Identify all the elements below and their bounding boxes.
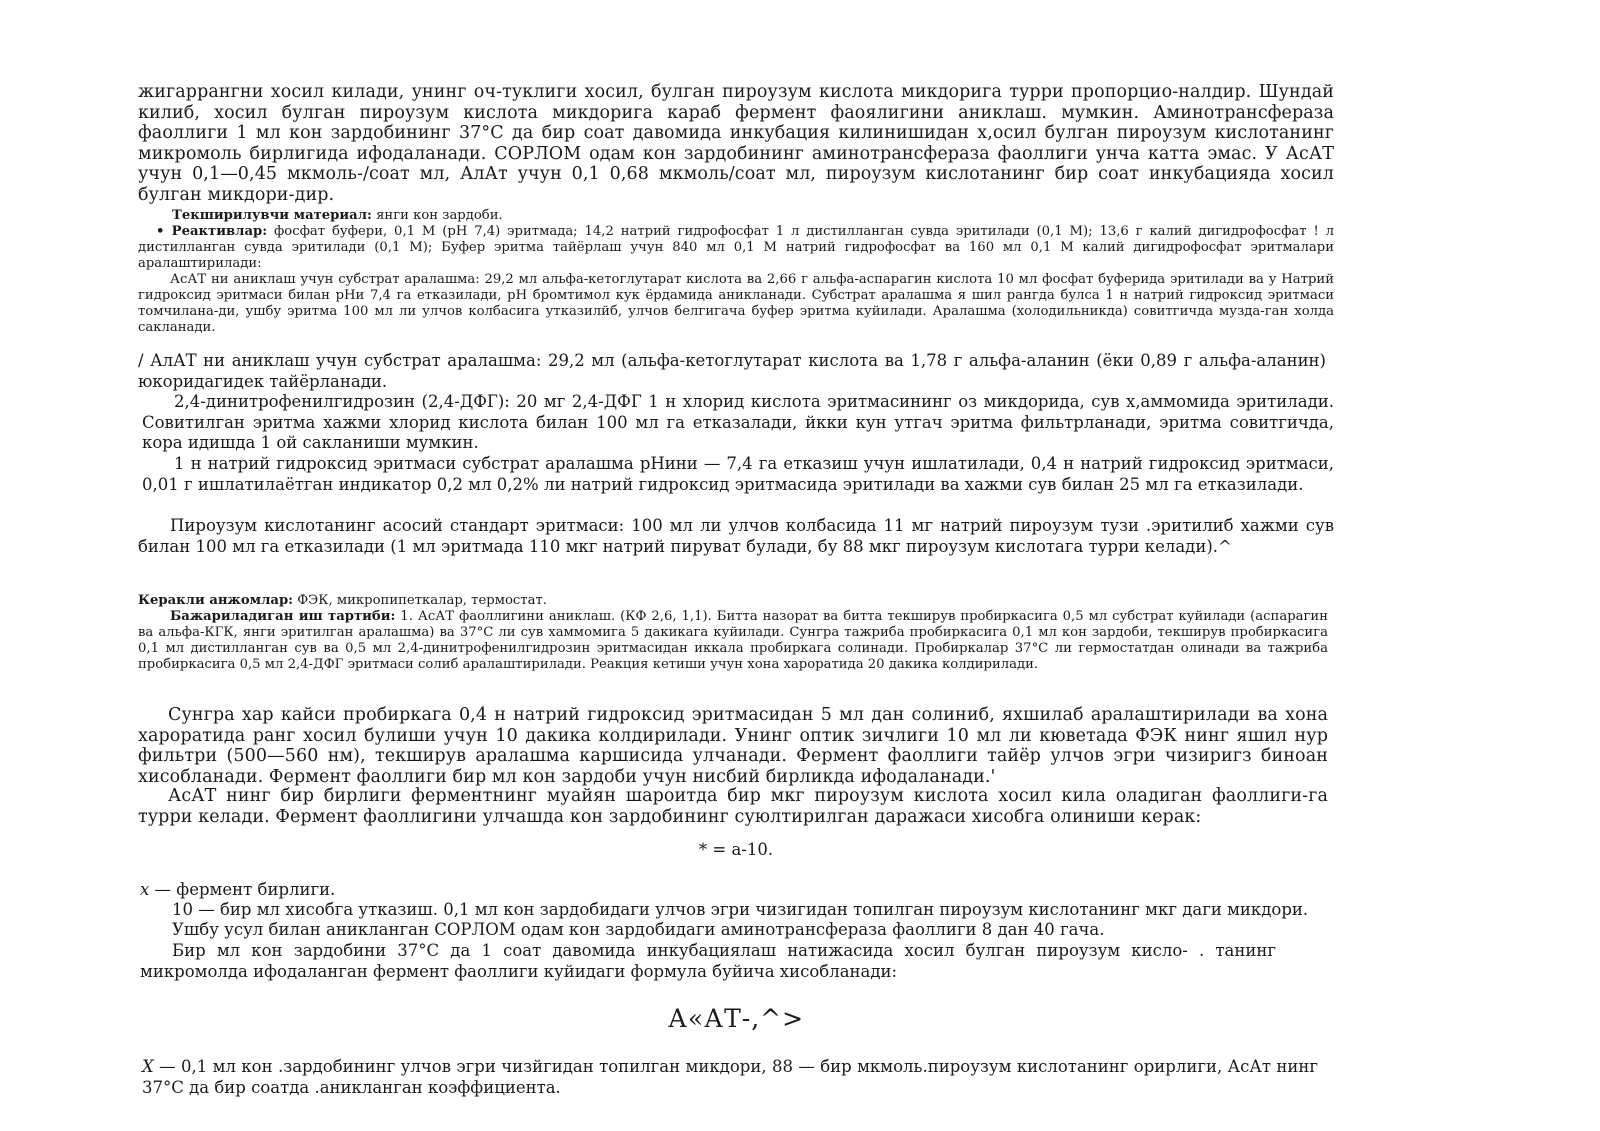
reagents-text: фосфат буфери, 0,1 М (рН 7,4) эритмада; 14,2 натрий гидрофосфат 1 л дистилланган сувда эритилади (0,1 М); 13,6 г калий дигидрофосфат ! л дистилланган сувда эритилади (0,1 М); Буфер эритма тайёрлаш учун 840 мл 0,1 М натрий гидрофосфат ва 160 мл 0,1 М калий дигидрофосфат эритмалари аралаштирилади: (138, 224, 1334, 271)
material-label: Текширилувчи материал: (172, 208, 372, 223)
X-definition-paragraph (142, 1057, 1318, 1098)
unit-definition-paragraph: АсАТ нинг бир бирлиги ферментнинг муайян шароитда бир мкг пироузум кислота хосил кила оладиган фаоллиги-га турри келади. Фермент фаоллигини улчашда кон зардобининг суюлтирилган даражаси хисобга олиниши керак: (138, 786, 1328, 827)
dnph-paragraph: 2,4-динитрофенилгидрозин (2,4-ДФГ): 20 мг 2,4-ДФГ 1 н хлорид кислота эритмасининг оз микдорида, сув х,аммомида эритилади. Совитилган эритма хажми хлорид кислота билан 100 мл га етказалади, йкки кун утгач эритма фильтрланади, эритма совитгичда, кора идишда 1 ой сакланиши мумкин. (142, 392, 1334, 452)
intro-paragraph: жигаррангни хосил килади, унинг оч-туклиги хосил, булган пироузум кислота микдорига турри пропорцио-налдир. Шундай килиб, хосил булган пироузум кислота микдорига караб фермент фаоялигини аниклаш. мумкин. Аминотрансфераза фаоллиги 1 мл кон зардобининг 37°С да бир соат давомида инкубация килинишидан х,осил булган пироузум кислотанинг микромоль бирлигида ифодаланади. COPЛOM одам кон зардобининг аминотрансфераза фаоллиги унча катта эмас. У АсАТ учун 0,1—0,45 мкмоль-/соат мл, АлАт учун 0,1 0,68 мкмоль/соат мл, пироузум кислотанинг бир соат инкубацияда хосил булган микдори-дир. (138, 82, 1334, 205)
procedure-label: Бажариладиган иш тартиби: (170, 609, 396, 624)
procedure-text: 1. АсАТ фаоллигини аниклаш. (КФ 2,6, 1,1). Битта назорат ва битта текширув пробиркасига 0,5 мл субстрат куйилади (аспарагин ва альфа-КГК, янги эритилган аралашма) ва 37°С ли сув хаммомига 5 дакикага куйилади. Сунгра тажриба пробиркасига 0,1 мл кон зардоби, текширув пробиркасига 0,1 мл дистилланган сув ва 0,5 мл 2,4-динитрофенилгидрозин эритмасидан иккала пробиркага солинади. Пробиркалар 37°С ли гермостатдан олинади ва тажриба пробиркасига 0,5 мл 2,4-ДФГ эритмаси солиб аралаштирилади. Реакция кетиши учун хона хароратида 20 дакика колдирилади. (138, 609, 1328, 672)
x-variable: x (140, 880, 150, 899)
asat-substrate-paragraph: АсАТ ни аниклаш учун субстрат аралашма: 29,2 мл альфа-кетоглутарат кислота ва 2,66 г альфа-аспарагин кислота 10 мл фосфат буферида эритилади ва у Натрий гидроксид эритмаси билан рНи 7,4 га етказилади, рН бромтимол кук ёрдамида аникланади. Субстрат аралашма я шил рангда булса 1 н натрий гидроксид эритмаси томчилана-ди, ушбу эритма 100 мл ли улчов колбасига утказилйб, улчов белгигача буфер эритма куйилади. Аралашма (холодильникда) совитгичда музда-ган холда сакланади. (138, 272, 1334, 335)
X-variable: X (142, 1057, 154, 1076)
material-text: янги кон зардоби. (371, 208, 503, 223)
procedure-paragraph (138, 609, 1328, 673)
formula-asat: А«АТ-,^> (667, 1004, 805, 1033)
X-definition-text: — 0,1 мл кон .зардобининг улчов эгри чизйгидан топилган микдори, 88 — бир мкмоль.пироузум кислотанинг орирлиги, АсАт нинг 37°С да бир соатда .аникланган коэффициента. (142, 1057, 1318, 1097)
measurement-paragraph: Сунгра хар кайси пробиркага 0,4 н натрий гидроксид эритмасидан 5 мл дан солиниб, яхшилаб аралаштирилади ва хона хароратида ранг хосил булиши учун 10 дакика колдирилади. Унинг оптик зичлиги 10 мл ли кюветада ФЭК нинг яшил нур фильтри (500—560 нм), текширув аралашма каршисида улчанади. Фермент фаоллиги тайёр улчов эгри чизиригз биноан хисобланади. Фермент фаоллиги бир мл кон зардоби учун нисбий бирликда ифодаланади.' (138, 705, 1328, 787)
x-definition-text: — фермент бирлиги. (149, 880, 336, 899)
ten-definition-line: 10 — бир мл хисобга утказиш. 0,1 мл кон зардобидаги улчов эгри чизигидан топилган пироузум кислотанинг мкг даги микдори. (172, 900, 1309, 919)
reagents-label: • Реактивлар: (156, 224, 268, 239)
calculation-paragraph: Бир мл кон зардобини 37°С да 1 соат давомида инкубациялаш натижасида хосил булган пироузум кисло- . танинг микромолда ифодаланган фермент фаоллиги куйидаги формула буйича хисобланади: (140, 941, 1276, 981)
x-definition-line (140, 880, 1336, 901)
tools-label: Керакли анжомлар: (138, 593, 294, 608)
tools-line (138, 593, 1334, 609)
reagents-paragraph (138, 224, 1334, 272)
formula-unit: * = а-10. (698, 840, 774, 859)
tools-text: ФЭК, микропипеткалар, термостат. (293, 593, 547, 608)
naoh-paragraph: 1 н натрий гидроксид эритмаси субстрат аралашма рНини — 7,4 га етказиш учун ишлатилади, 0,4 н натрий гидроксид эритмаси, 0,01 г ишлатилаётган индикатор 0,2 мл 0,2% ли натрий гидроксид эритмасида эритилади ва хажми сув билан 25 мл га етказилади. (142, 454, 1334, 494)
material-line (138, 208, 1334, 224)
pyruvate-standard-paragraph: Пироузум кислотанинг асосий стандарт эритмаси: 100 мл ли улчов колбасида 11 мг натрий пироузум тузи .эритилиб хажми сув билан 100 мл га етказилади (1 мл эритмада 110 мкг натрий пируват булади, бу 88 мкг пироузум кислотага турри келади).^ (138, 516, 1334, 556)
alat-substrate-paragraph: / АлАТ ни аниклаш учун субстрат аралашма: 29,2 мл (альфа-кетоглутарат кислота ва 1,78 г альфа-аланин (ёки 0,89 г альфа-аланин) юкоридагидек тайёрланади. (138, 351, 1326, 391)
norm-line: Ушбу усул билан аникланган COPЛOM одам кон зардобидаги аминотрансфераза фаоллиги 8 дан 40 гача. (172, 920, 1105, 939)
